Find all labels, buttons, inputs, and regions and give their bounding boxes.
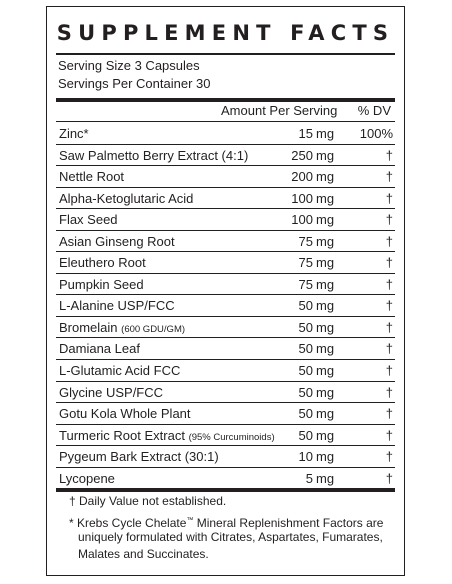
ingredient-label: Alpha-Ketoglutaric Acid: [59, 190, 194, 206]
ingredient-label: Saw Palmetto Berry Extract (4:1): [59, 147, 249, 163]
ingredient-label: Gotu Kola Whole Plant: [59, 406, 191, 422]
amount-unit: mg: [316, 190, 335, 206]
table-row: [56, 446, 395, 468]
table-row: [56, 274, 395, 296]
table-row: [56, 317, 395, 339]
ingredient-label: Pygeum Bark Extract (30:1): [59, 449, 219, 465]
ingredient-label: Flax Seed: [59, 212, 118, 228]
amount-value: 100: [291, 212, 313, 228]
amount-unit: mg: [316, 406, 335, 422]
header-divider: [56, 121, 395, 122]
table-row: [56, 231, 395, 253]
ingredient-label: L-Alanine USP/FCC: [59, 298, 175, 314]
ingredient-name: [59, 148, 248, 163]
amount-unit: mg: [316, 276, 335, 292]
table-row: [56, 338, 395, 360]
krebs-footnote-line-3: Malates and Succinates.: [78, 547, 209, 561]
table-row: [56, 209, 395, 231]
amount-unit: mg: [316, 126, 335, 141]
ingredient-note: (600 GDU/GM): [121, 323, 186, 335]
daily-value: †: [385, 319, 393, 335]
daily-value: †: [385, 169, 393, 185]
daily-value: †: [385, 406, 393, 422]
table-row: [56, 468, 395, 490]
krebs-footnote-text-b: Mineral Replenishment Factors are: [193, 516, 384, 530]
daily-value: †: [385, 363, 393, 379]
ingredient-label: Damiana Leaf: [59, 341, 140, 357]
amount-value: 10: [298, 449, 313, 465]
amount-unit: mg: [316, 255, 335, 271]
amount-unit: mg: [316, 427, 335, 443]
table-row: [56, 123, 395, 145]
amount-per-serving-header: Amount Per Serving: [221, 103, 338, 118]
daily-value: 100%: [359, 126, 393, 141]
supplement-facts-panel: [46, 6, 405, 576]
ingredient-name: [59, 234, 175, 249]
table-row: [56, 425, 395, 447]
ingredient-name: [59, 126, 89, 141]
ingredient-label: L-Glutamic Acid FCC: [59, 363, 181, 379]
table-row: [56, 166, 395, 188]
amount-unit: mg: [316, 298, 335, 314]
daily-value: †: [385, 276, 393, 292]
daily-value: †: [385, 255, 393, 271]
daily-value: †: [385, 470, 393, 486]
table-row: [56, 403, 395, 425]
ingredient-label: Turmeric Root Extract: [59, 427, 185, 443]
ingredient-label: Pumpkin Seed: [59, 276, 144, 292]
amount-value: 100: [291, 190, 313, 206]
amount-value: 50: [298, 406, 313, 422]
daily-value: †: [385, 449, 393, 465]
amount-value: 75: [298, 276, 313, 292]
amount-unit: mg: [316, 147, 335, 163]
table-row: [56, 188, 395, 210]
daily-value: †: [385, 147, 393, 163]
serving-divider: [56, 98, 395, 102]
amount-unit: mg: [316, 233, 335, 249]
amount-unit: mg: [316, 169, 335, 185]
daily-value: †: [385, 212, 393, 228]
amount-value: 50: [298, 363, 313, 379]
table-bottom-divider: [56, 488, 395, 492]
amount-value: 5: [305, 470, 313, 486]
ingredient-name: [59, 341, 140, 356]
title-divider: [56, 53, 395, 55]
amount-unit: mg: [316, 341, 335, 357]
amount-unit: mg: [316, 212, 335, 228]
ingredient-name: [59, 363, 180, 378]
ingredient-name: [59, 277, 144, 292]
panel-title: SUPPLEMENT FACTS: [56, 21, 395, 45]
ingredient-name: [59, 255, 146, 270]
amount-unit: mg: [316, 449, 335, 465]
amount-value: 15: [298, 126, 313, 141]
amount-unit: mg: [316, 384, 335, 400]
amount-unit: mg: [316, 470, 335, 486]
amount-unit: mg: [316, 363, 335, 379]
daily-value: †: [385, 427, 393, 443]
ingredient-name: [59, 449, 219, 464]
amount-unit: mg: [316, 319, 335, 335]
amount-value: 250: [291, 147, 313, 163]
amount-value: 75: [298, 255, 313, 271]
krebs-footnote-line-2: uniquely formulated with Citrates, Aspartates, Fumarates,: [78, 530, 383, 544]
trademark-mark: ™: [186, 517, 194, 524]
ingredient-name: [59, 385, 163, 400]
serving-size: Serving Size 3 Capsules: [58, 58, 200, 73]
ingredient-name: [59, 428, 275, 445]
table-row: [56, 295, 395, 317]
ingredient-label: Asian Ginseng Root: [59, 233, 175, 249]
daily-value-header: % DV: [357, 103, 391, 118]
amount-value: 50: [298, 341, 313, 357]
daily-value: †: [385, 384, 393, 400]
ingredient-name: [59, 406, 191, 421]
ingredient-name: [59, 320, 185, 337]
amount-value: 75: [298, 233, 313, 249]
ingredient-label: Bromelain: [59, 319, 118, 335]
daily-value: †: [385, 298, 393, 314]
ingredient-label: Zinc*: [59, 126, 89, 141]
ingredient-name: [59, 471, 115, 486]
ingredient-label: Eleuthero Root: [59, 255, 146, 271]
table-row: [56, 382, 395, 404]
table-row: [56, 360, 395, 382]
table-row: [56, 252, 395, 274]
amount-value: 50: [298, 319, 313, 335]
amount-value: 200: [291, 169, 313, 185]
ingredient-label: Lycopene: [59, 470, 115, 486]
ingredient-name: [59, 298, 175, 313]
daily-value: †: [385, 341, 393, 357]
dagger-footnote: † Daily Value not established.: [69, 494, 227, 508]
ingredient-label: Glycine USP/FCC: [59, 384, 164, 400]
amount-value: 50: [298, 384, 313, 400]
ingredient-name: [59, 212, 118, 227]
ingredient-label: Nettle Root: [59, 169, 125, 185]
ingredient-note: (95% Curcuminoids): [188, 431, 275, 443]
servings-per-container: Servings Per Container 30: [58, 76, 211, 91]
ingredient-name: [59, 191, 193, 206]
table-row: [56, 145, 395, 167]
amount-value: 50: [298, 427, 313, 443]
ingredient-name: [59, 169, 124, 184]
daily-value: †: [385, 190, 393, 206]
daily-value: †: [385, 233, 393, 249]
ingredient-table: [56, 123, 395, 489]
amount-value: 50: [298, 298, 313, 314]
krebs-footnote-text-a: * Krebs Cycle Chelate: [69, 516, 187, 530]
